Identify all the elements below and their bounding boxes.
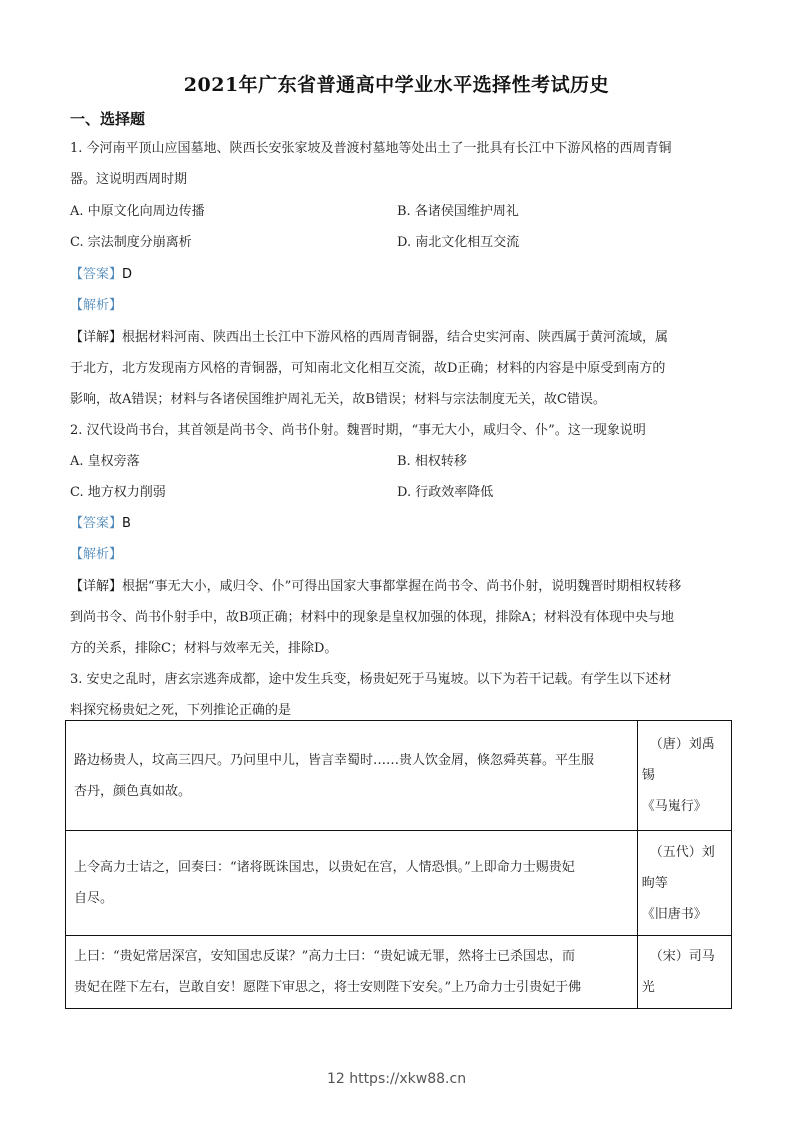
material-source-cell: （宋）司马 光 [637, 936, 731, 1009]
page-title: 2021年广东省普通高中学业水平选择性考试历史 [183, 74, 610, 96]
q2-option-d: D. 行政效率降低 [397, 485, 494, 500]
q2-answer [70, 515, 131, 533]
q1-answer [70, 266, 132, 284]
q2-option-a: A. 皇权旁落 [70, 454, 140, 469]
page-footer: 12 https://xkw88.cn [326, 1071, 467, 1087]
q3-stem-line-1: 3. 安史之乱时，唐玄宗逃奔成都，途中发生兵变，杨贵妃死于马嵬坡。以下为若干记载。有学生以下述材 [70, 672, 672, 687]
material-source-cell: （五代）刘 昫等 《旧唐书》 [637, 831, 731, 936]
material-text-cell: 路边杨贵人，坟高三四尺。乃问里中儿，皆言幸蜀时……贵人饮金屑，倏忽舜英暮。平生服 杏丹，颜色真如故。 [66, 721, 638, 831]
q1-option-c: C. 宗法制度分崩离析 [70, 235, 192, 250]
answer-tag: 【答案】 [70, 516, 123, 531]
q1-detail-line-1 [70, 329, 668, 347]
detail-text: 根据材料河南、陕西出土长江中下游风格的西周青铜器，结合史实河南、陕西属于黄河流域，属 [122, 330, 669, 345]
q2-analysis-tag: 【解析】 [70, 547, 123, 562]
q1-stem-line-2: 器。这说明西周时期 [70, 172, 188, 187]
q1-detail-line-2: 于北方，北方发现南方风格的青铜器，可知南北文化相互交流，故D正确；材料的内容是中原受到南方的 [70, 361, 666, 376]
answer-value: D [122, 267, 133, 282]
q1-option-a: A. 中原文化向周边传播 [70, 204, 205, 219]
q1-stem-line-1: 1. 今河南平顶山应国墓地、陕西长安张家坡及普渡村墓地等处出土了一批具有长江中下游风格的西周青铜 [70, 141, 672, 156]
q1-detail-line-3: 影响，故A错误；材料与各诸侯国维护周礼无关，故B错误；材料与宗法制度无关，故C错误。 [70, 392, 606, 407]
q2-detail-line-2: 到尚书令、尚书仆射手中，故B项正确；材料中的现象是皇权加强的体现，排除A；材料没有体现中央与地 [70, 610, 674, 625]
table-row [66, 831, 732, 936]
q2-stem-line-1: 2. 汉代设尚书台，其首领是尚书令、尚书仆射。魏晋时期，“事无大小，咸归令、仆”。这一现象说明 [70, 423, 646, 438]
q1-option-d: D. 南北文化相互交流 [397, 235, 520, 250]
material-text-cell: 上令高力士诘之，回奏曰：“诸将既诛国忠，以贵妃在宫，人情恐惧。”上即命力士赐贵妃 自尽。 [66, 831, 638, 936]
q2-detail-line-1 [70, 578, 681, 596]
material-text-cell: 上曰：“贵妃常居深宫，安知国忠反谋？”高力士曰：“贵妃诚无罪，然将士已杀国忠，而 贵妃在陛下左右，岂敢自安！愿陛下审思之，将士安则陛下安矣。”上乃命力士引贵妃于佛 [66, 936, 638, 1009]
section-heading: 一、选择题 [70, 110, 146, 128]
answer-tag: 【答案】 [70, 267, 123, 282]
detail-tag: 【详解】 [70, 579, 123, 594]
material-table [65, 720, 732, 1009]
answer-value: B [122, 516, 131, 531]
detail-tag: 【详解】 [70, 330, 123, 345]
q2-detail-line-3: 方的关系，排除C；材料与效率无关，排除D。 [70, 641, 338, 656]
table-row [66, 721, 732, 831]
material-source-cell: （唐）刘禹 锡 《马嵬行》 [637, 721, 731, 831]
q1-option-b: B. 各诸侯国维护周礼 [397, 204, 519, 219]
detail-text: 根据“事无大小，咸归令、仆”可得出国家大事都掌握在尚书令、尚书仆射，说明魏晋时期相权转移 [122, 579, 682, 594]
q2-option-b: B. 相权转移 [397, 454, 467, 469]
q2-option-c: C. 地方权力削弱 [70, 485, 166, 500]
q3-stem-line-2: 料探究杨贵妃之死，下列推论正确的是 [70, 703, 292, 718]
table-row [66, 936, 732, 1009]
q1-analysis-tag: 【解析】 [70, 298, 123, 313]
